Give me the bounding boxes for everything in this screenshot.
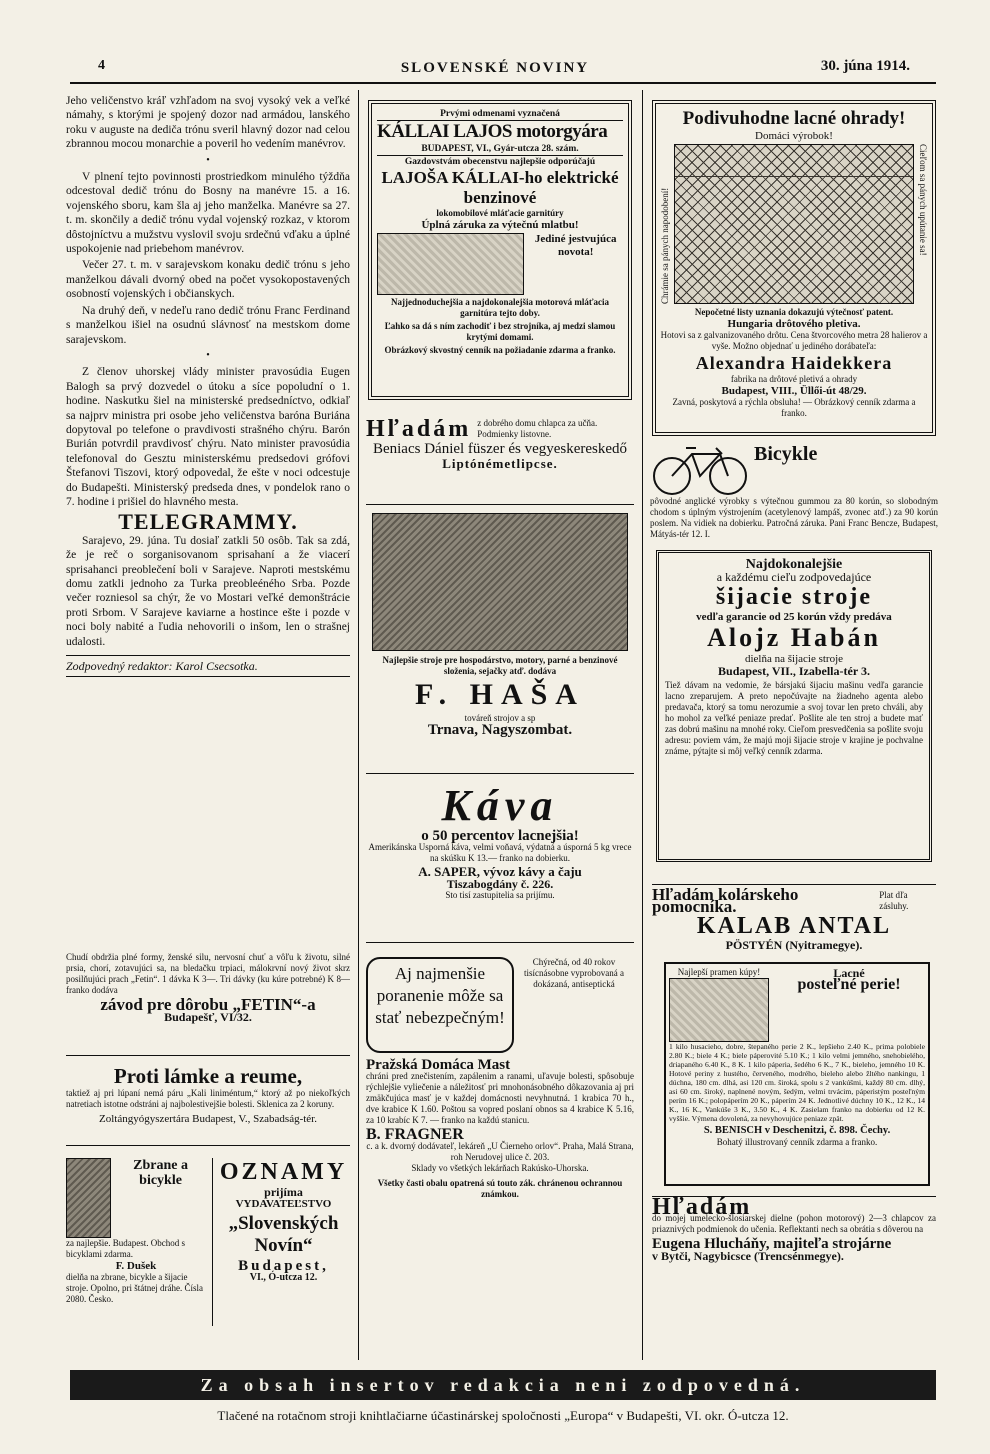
fetin-title: závod pre dôrobu „FETIN“-a: [100, 995, 316, 1014]
bicykle-left-text: za najlepšie. Budapest. Obchod s bicyklami zdarma.: [66, 1238, 185, 1259]
kallai-side: Jediné jestvujúca novota!: [534, 233, 617, 258]
oznamy-line6: VI., Ó-utcza 12.: [249, 1272, 318, 1283]
hasa-place: Trnava, Nagyszombat.: [427, 722, 573, 738]
kava-title: Káva: [441, 782, 559, 830]
fence-illustration: [674, 144, 914, 304]
ohrady-title: Podivuhodne lacné ohrady!: [682, 108, 906, 129]
kallai-line5: LAJOŠA KÁLLAI-ho elektrické benzinové: [381, 168, 619, 207]
reume-seller: Zoltángyógyszertára Budapest, V., Szabadság-tér.: [98, 1113, 317, 1125]
perie-head: Najlepší pramen kúpy!: [677, 967, 761, 977]
separator: •: [206, 349, 210, 361]
hladam-ad-1: [366, 418, 634, 496]
header-rule: [70, 82, 936, 84]
bicykle-left-ad: [66, 1158, 206, 1348]
haban-addr: Budapest, VII., Izabella-tér 3.: [718, 664, 870, 678]
ohrady-brand: Hungaria drôtového pletiva.: [727, 318, 861, 330]
separator: •: [206, 154, 210, 166]
hladam-1-place: Liptónémetlipcse.: [442, 456, 558, 471]
haban-ad: [656, 550, 932, 862]
hladam-2-word: Hľadám: [652, 1196, 752, 1220]
column-divider-1: [358, 90, 359, 1360]
kallai-line7: Úplná záruka za výtečnú mlatbu!: [421, 219, 579, 231]
haban-line4: vedľa garancie od 25 korún vždy predáva: [696, 611, 892, 623]
hladam-ad-2: [652, 1196, 936, 1356]
mast-side: Chýrečná, od 40 rokov tisícnásobne vyprobovaná a dokázaná, antiseptická: [524, 957, 624, 989]
mast-text: chráni pred znečistením, zapálenim a ranami, uľavuje bolesti, spôsobuje rýchlejšie vyliečenie a náležitosť pri mnohonásobného dôkazovania aj pri zmäkčujúca masť je v každej domácnosti nevyhnutná. 1 krabica 70 h., dve krabice K 1.60. Poštou sa vopred poslaní obnos sa 4 krabice K 5.16, za 10 krabíc K 7. — franko na každú stanicu.: [366, 1071, 634, 1125]
haban-text: Tiež dávam na vedomie, že bársjakú šijaciu mašinu vedľa garancie lacno zreparujem. A preto nepočúvajte na žiadneho agenta alebo predavača, ktorý sa tomu nerozumie a svoj tovar len preto chváli, aby ho mohol za veľké peniaze predať. Pošlite ale ten stroj a budete mať zas dobrú mašinu na mnohé roky. Cieľom presvedčenia sa pošlite svoju adresu: poviem vám, že majú moji šijacie stroje v krajine je pochvalne známe, pýtajte si môj veľký cenník zdarma.: [665, 680, 923, 756]
kallai-ad: [368, 100, 632, 400]
oznamy-line5: Budapest,: [238, 1258, 329, 1274]
kallai-line1: Prvými odmenami vyznačená: [377, 108, 623, 121]
hladam-2-text: do mojej umelecko-šlosiarskej dielne (pohon motorový) 2—3 chlapcov za priaznivých podmienok do učenia. Reflektanti nech sa obrátia s dôverou na: [652, 1213, 936, 1234]
mast-note: Všetky časti obalu opatrená sú touto zák. chránenou ochrannou známkou.: [377, 1178, 623, 1199]
haban-line5: dielňa na šijacie stroje: [744, 653, 844, 665]
mast-title: Pražská Domáca Mast: [366, 1057, 511, 1073]
hasa-sub: továreň strojov a sp: [464, 713, 536, 723]
paragraph: Večer 27. t. m. v sarajevskom konaku dedič trónu s jeho manželkou dávali dvorný obed na počet vysokopostavených osobností vojenských i občianskych.: [66, 259, 350, 301]
bicycle-icon: [650, 440, 750, 496]
mast-detail: c. a k. dvorný dodávateľ, lekáreň „U Čierneho orlov“. Praha, Malá Strana, roh Nerudovej ulice č. 203.: [366, 1141, 634, 1162]
bicykle-left-small: dielňa na zbrane, bicykle a šijacie stroje. Opolno, pri štátnej dráhe. Čísla 2080. Česko.: [66, 1272, 203, 1304]
hasa-text: Najlepšie stroje pre hospodárstvo, motory, parné a benzinové složenia, sejačky atď. dodáva: [382, 655, 618, 676]
bicykle-left-title: Zbrane a bicykle: [133, 1158, 188, 1188]
ohrady-side-right: Cieľom sa pánych upútanie sa!: [918, 144, 928, 256]
kava-name: A. SAPER, vývoz kávy a čaju: [418, 864, 582, 879]
fetin-text: Chudí obdržia plné formy, ženské silu, nervosní chuť a vôľu k životu, silné prsia, chorí, zotavujúci sa, na bledačku trpiaci, málokrvní nový život skrz posilňujúci prach „Fetin“. 1 dávka K 3—. Tri dávky (ku kúre potrebné) K 8— franko dodáva: [66, 952, 350, 995]
printer-line: Tlačené na rotačnom stroji knihtlačiarne účastinárskej spoločnosti „Europa“ v Budapešti, VI. okr. Ó-utcza 12.: [217, 1408, 789, 1423]
paragraph: Jeho veličenstvo kráľ vzhľadom na svoj vysoký vek a veľké námahy, s ktorými je spojený dozor nad armádou, lanského roku v auguste na dediča trónu sveril hlavný dozor nad celou zbrannou mocou monarchie a poveril ho vedením manévrov.: [66, 95, 350, 151]
insert-disclaimer-banner: Za obsah insertov redakcia neni zodpovedná.: [70, 1370, 936, 1400]
kalab-pay: Plat dľa zásluhy.: [879, 890, 909, 911]
fetin-ad: [66, 952, 350, 1056]
ohrady-text2: Hotovi sa z galvanizovaného drôtu. Cena štvorcového metra 28 halierov a vyše. Možno objednať u jediného dorábateľa:: [660, 330, 928, 351]
newspaper-title: SLOVENSKÉ NOVINY: [400, 60, 590, 76]
kava-sub: o 50 percentov lacnejšia!: [421, 828, 579, 844]
kallai-line8: Najjednoduchejšia a najdokonalejšia motorová mláťacia garnitúra tejto doby.: [390, 297, 610, 318]
paragraph: V plnení tejto povinnosti prostriedkom minulého týždňa odcestoval dedič trónu do Bosny na manévre 15. a 16. vojenského sboru, kam šla aj jeho manželka. Manévre sa 27. t. m. skončily a dedič trónu vydal vojenský rozkaz, v ktorom dôstojníctvu a mužstvu vyslovil svoju srdečnú vďaku a úplné uspokojenie nad priebehom manévrov.: [66, 171, 350, 256]
ohrady-text3: fabrika na drôtové pletivá a ohrady: [730, 374, 858, 384]
mast-name: B. FRAGNER: [366, 1126, 464, 1143]
machine-illustration: [372, 513, 628, 651]
kava-text: Amerikánska Usporná káva, velmi voňavá, výdatná a úsporná 5 kg vrece na skúšku K 13.— franko na dobierku.: [368, 842, 632, 863]
kava-note: Sto tisí zastupitelia sa prijímu.: [445, 890, 555, 900]
left-column: [66, 94, 350, 683]
reume-ad: [66, 1064, 350, 1146]
kallai-line10: Obrázkový skvostný cenník na požiadanie zdarma a franko.: [384, 345, 616, 355]
perie-note: Bohatý illustrovaný cenník zdarma a franko.: [716, 1137, 878, 1147]
hladam-2-name: Eugena Hlucháňy, majiteľa strojárne: [652, 1236, 892, 1252]
kava-place: Tiszabogdány č. 226.: [446, 877, 554, 891]
kallai-line9: Ľahko sa dá s ním zachodiť i bez strojníka, aj medzi slamou krytými domami.: [384, 321, 616, 342]
mast-frame: Aj najmenšie poranenie môže sa stať nebezpečným!: [366, 957, 514, 1053]
kalab-place: PÖSTYÉN (Nyitramegye).: [725, 938, 863, 952]
ohrady-ad: [652, 100, 936, 436]
bicykle-left-seller: F. Dušek: [115, 1260, 157, 1272]
haban-line3: šijacie stroje: [715, 584, 873, 610]
ohrady-addr: Budapest, VIII., Üllői-út 48/29.: [721, 385, 867, 397]
cyclist-illustration: [66, 1158, 111, 1238]
hladam-1-text: z dobrého domu chlapca za učňa. Podmienky listovne.: [477, 418, 598, 439]
bicykle-right-title: Bicykle: [754, 443, 818, 465]
perie-ad: [664, 962, 930, 1186]
swan-illustration: [669, 978, 769, 1042]
oznamy-line3: VYDAVATEĽSTVO: [235, 1198, 332, 1210]
hasa-name: F. HAŠA: [415, 678, 585, 711]
kalab-ad: [652, 884, 936, 958]
ohrady-text1: Nepočetné listy uznania dokazujú výtečnosť patent.: [694, 307, 894, 317]
ohrady-name: Alexandra Haidekkera: [695, 353, 893, 373]
bicykle-right-ad: [650, 440, 938, 540]
mast-depot: Sklady vo všetkých lekárňach Rakúsko-Uhorska.: [411, 1163, 589, 1173]
kallai-line2: KÁLLAI LAJOS motorgyára: [377, 121, 608, 142]
perie-text: 1 kilo husacieho, dobre, štepaného perie 2 K., lepšieho 2.40 K., prima polobiele 2.80 K.; biele 4 K.; biele páperovité 5.10 K.; 1 kilo velmi jemného, snehobielého, driapaného 6.40 K., 8 K. 1 kilo páperia, šedého 6 K., 7 K., bieleho, jemného 10 K. Hotové periny z hustého, červeného, modrého, bieleho alebo žltého nankingu, 1 dúchna, 180 cm. dlhá, asi 120 cm. široká, spolu s 2 vankúšmi, každý 80 cm. dlhý, asi 60 cm. široký, naplnené novým, šedým, velmi trvácim, páperistým posteľným perím 16 K.; polopáperím 20 K., páperím 24 K. Jednotlivé dúchny 10 K., 12 K., 14 K., 16 K., Vankúše 3 K., 3.50 K., 4 K. Zasielam franko na dobierku od 12 K. vyššie. Výmena dovolená, za nevyhovujúce peniaze zpät.: [669, 1042, 925, 1123]
ohrady-side-left: Chrámie sa pánych napodobení!: [660, 187, 670, 304]
telegram-text: Sarajevo, 29. júna. Tu dosiaľ zatkli 50 osôb. Tak sa zdá, že je reč o sorganisovanom sprisahaní a že viacerí sprisahanci preoblečení boli v Sarajeve. Naproti mestskému domu zatkli jednoho za Turka preobleéného Srba. Pozde večer rozniesol sa chýr, že vo Mostari veľké demonštrácie proti Srbom. V Sarajeve kaviarne a hostince ešte i pozde v noci boly nabité a ľudia nehovorili o inšom, len o strašnej udalosti.: [66, 534, 350, 648]
kava-ad: [366, 782, 634, 934]
paragraph: Na druhý deň, v nedeľu rano dedič trónu Franc Ferdinand s manželkou išiel na osudnú slávnosť na mestskom dome sarajevskom.: [66, 304, 350, 346]
ohrady-sub: Domáci výrobok!: [755, 130, 833, 142]
hasa-ad: [366, 504, 634, 774]
paragraph: Z členov uhorskej vlády minister pravosúdia Eugen Balogh sa prvý dozvedel o útoku a síce popoludní o 1. hodine. Naskutku šiel na ministerské predsedníctvo, odkiaľ sa najprv ministra pri osobe jeho veličenstva baróna Buriána dopytoval po telefone o pravdivosti strašného chýru. Barón Burián potvrdil pravdivosť chýru. Nato minister pravosúdia telefonoval do Gesztu ministerskému predsedovi grófovi Štefanovi Tiszovi, ktorý odpovedal, že ešte v noci odcestuje do Budapešti. Ministerský predseda dnes, v pondelok rano o 7. hodine i prišiel do hlavného mesta.: [66, 366, 350, 508]
ohrady-text4: Zavná, poskytová a rýchla obsluha! — Obrázkový cenník zdarma a franko.: [672, 397, 916, 418]
column-divider-2: [642, 90, 643, 1360]
kallai-line6: lokomobilové mláťacie garnitúry: [436, 208, 564, 218]
haban-line1: Najdokonalejšie: [745, 557, 843, 572]
issue-date: 30. júna 1914.: [820, 58, 910, 74]
thresher-illustration: [377, 233, 524, 295]
oznamy-line4: „Slovenských Novín“: [228, 1213, 339, 1256]
perie-line1: Lacné: [833, 966, 865, 980]
kallai-line4: Gazdovstvám obecenstvu najlepšie odporúčajú: [404, 157, 596, 167]
reume-title: Proti lámke a reume,: [113, 1064, 303, 1088]
kalab-title: Hľadám kolárskeho pomocníka.: [652, 885, 799, 916]
hladam-1-word: Hľadám: [366, 418, 472, 442]
page-number: 4: [98, 58, 105, 73]
haban-name: Alojz Habán: [707, 623, 881, 652]
reume-text: taktiež aj pri lúpaní nemá páru „Kali liniméntum,“ ktorý až po niekoľkých natretiach istotne odstráni aj najbolestivejšie bolesti. Sklenica za 2 koruny.: [66, 1088, 350, 1109]
hladam-2-place: v Bytči, Nagybicsce (Trencsénmegye).: [652, 1249, 844, 1263]
bicykle-right-text: pôvodné anglické výrobky s výtečnou gummou za 80 korún, so slobodným chodom s úplným výstrojením (acetylenový lampáš, zvonec atď.) za 90 korún poslem. Na vidiek na dobierku. Patročná záruka. Pani Franc Bencze, Budapest, Mátyás-tér 12. I.: [650, 496, 938, 539]
hladam-1-shop: Beniacs Dániel füszer és vegyeskereskedő: [372, 441, 628, 457]
fetin-address: Budapešť, VI/32.: [164, 1010, 252, 1024]
telegram-heading: TELEGRAMMY.: [118, 509, 298, 535]
kalab-name: KALAB ANTAL: [696, 913, 892, 939]
oznamy-title: OZNAMY: [219, 1159, 348, 1185]
perie-line2: posteľné perie!: [797, 976, 901, 993]
editor-line: Zodpovedný redaktor: Karol Csecsotka.: [66, 655, 350, 677]
oznamy-ad: [212, 1158, 350, 1326]
perie-seller: S. BENISCH v Deschenitzi, č. 898. Čechy.: [703, 1125, 891, 1136]
kallai-line3: BUDAPEST, VI., Gyár-utcza 28. szám.: [377, 143, 623, 156]
domaca-mast-ad: [366, 942, 634, 1360]
oznamy-line2: prijíma: [264, 1185, 303, 1199]
haban-line2: a každému cieľu zodpovedajúce: [716, 570, 872, 584]
